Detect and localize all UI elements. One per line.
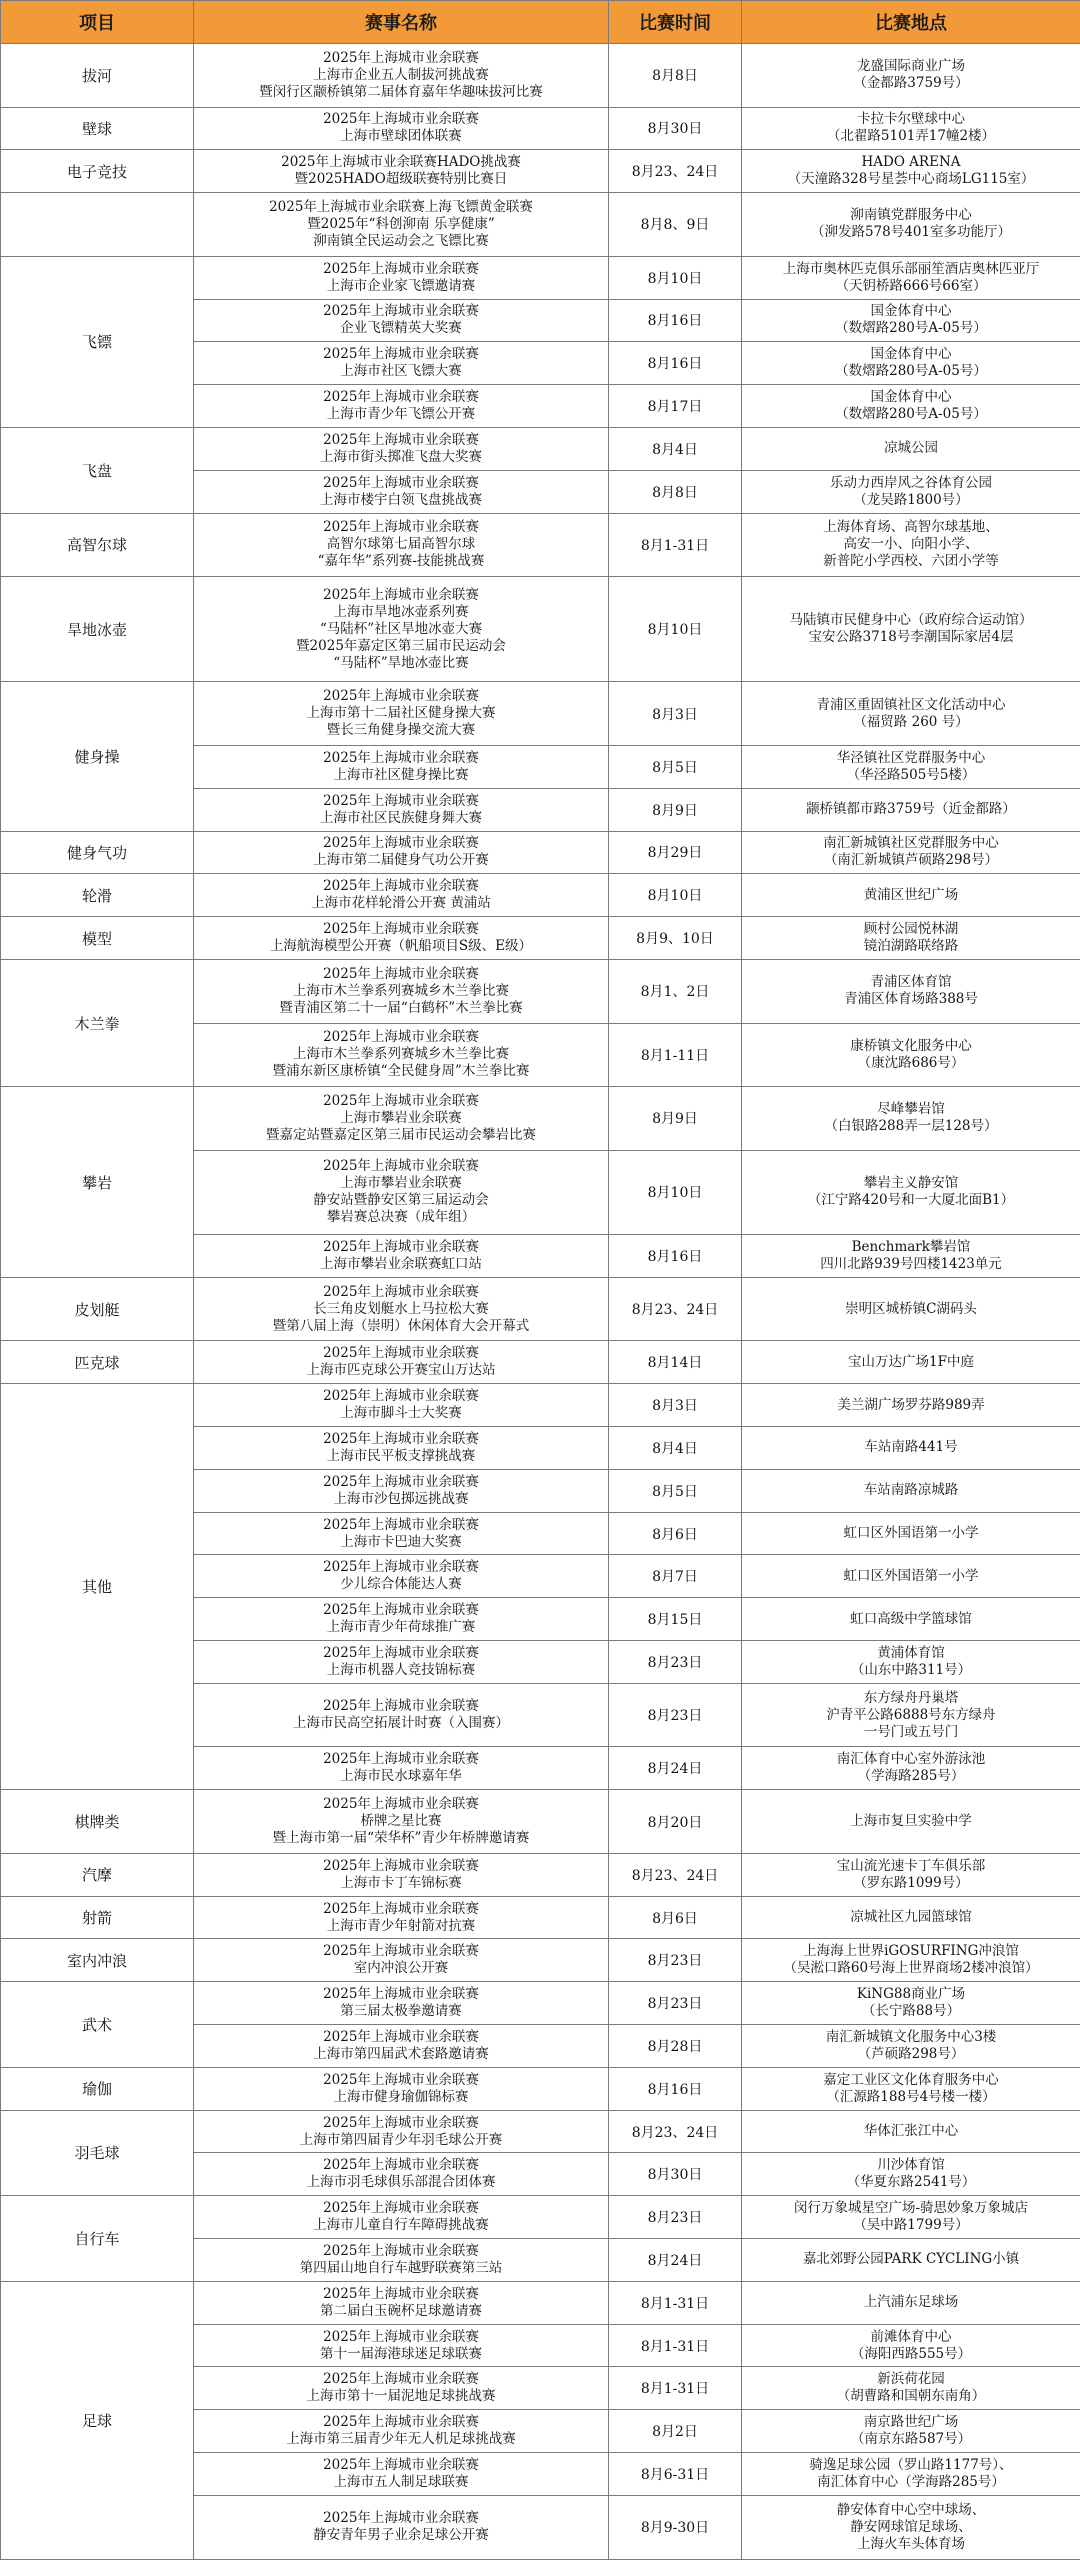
- table-row: [1, 256, 1080, 299]
- date-cell: 8月5日: [609, 1469, 742, 1512]
- event-name-cell: 2025年上海城市业余联赛 上海市机器人竞技锦标赛: [194, 1641, 609, 1684]
- venue-cell: 攀岩主义静安馆 （江宁路420号和一大厦北面B1）: [742, 1150, 1080, 1234]
- date-cell: 8月10日: [609, 1150, 742, 1234]
- date-cell: 8月16日: [609, 299, 742, 342]
- table-row: [1, 682, 1080, 746]
- date-cell: 8月1-31日: [609, 513, 742, 577]
- event-name-cell: 2025年上海城市业余联赛 上海市健身瑜伽锦标赛: [194, 2067, 609, 2110]
- category-cell: 皮划艇: [1, 1277, 194, 1341]
- date-cell: 8月1、2日: [609, 959, 742, 1023]
- date-cell: 8月4日: [609, 1427, 742, 1470]
- event-name-cell: 2025年上海城市业余联赛 上海市花样轮滑公开赛 黄浦站: [194, 874, 609, 917]
- table-row: [1, 959, 1080, 1023]
- category-cell: 瑜伽: [1, 2067, 194, 2110]
- date-cell: 8月8日: [609, 470, 742, 513]
- event-name-cell: 2025年上海城市业余联赛 上海市社区健身操比赛: [194, 745, 609, 788]
- date-cell: 8月9、10日: [609, 917, 742, 960]
- venue-cell: 南汇新城镇社区党群服务中心 （南汇新城镇芦硕路298号）: [742, 831, 1080, 874]
- venue-cell: 美兰湖广场罗芬路989弄: [742, 1384, 1080, 1427]
- venue-cell: 东方绿舟丹巢塔 沪青平公路6888号东方绿舟 一号门或五号门: [742, 1683, 1080, 1747]
- table-row: [1, 1790, 1080, 1854]
- event-name-cell: 2025年上海城市业余联赛 高智尔球第七届高智尔球 “嘉年华”系列赛-技能挑战赛: [194, 513, 609, 577]
- event-name-cell: 2025年上海城市业余联赛 上海市攀岩业余联赛虹口站: [194, 1235, 609, 1278]
- table-row: [1, 1277, 1080, 1341]
- table-row: [1, 1896, 1080, 1939]
- venue-cell: 国金体育中心 （数熠路280号A-05号）: [742, 385, 1080, 428]
- date-cell: 8月7日: [609, 1555, 742, 1598]
- event-name-cell: 2025年上海城市业余联赛 静安青年男子业余足球公开赛: [194, 2495, 609, 2559]
- venue-cell: 上海市复旦实验中学: [742, 1790, 1080, 1854]
- table-body: [1, 44, 1080, 2560]
- date-cell: 8月29日: [609, 831, 742, 874]
- event-name-cell: 2025年上海城市业余联赛 第四届山地自行车越野联赛第三站: [194, 2239, 609, 2282]
- category-cell: 健身气功: [1, 831, 194, 874]
- venue-cell: 乐动力西岸风之谷体育公园 （龙吴路1800号）: [742, 470, 1080, 513]
- date-cell: 8月3日: [609, 1384, 742, 1427]
- table-row: [1, 2196, 1080, 2239]
- date-cell: 8月10日: [609, 874, 742, 917]
- venue-cell: 嘉北郊野公园PARK CYCLING小镇: [742, 2239, 1080, 2282]
- venue-cell: 上海体育场、高智尔球基地、 高安一小、向阳小学、 新普陀小学西校、六团小学等: [742, 513, 1080, 577]
- header-row: [1, 1, 1080, 44]
- category-cell: 其他: [1, 1384, 194, 1790]
- venue-cell: 闵行万象城星空广场-骑思妙象万象城店 （吴中路1799号）: [742, 2196, 1080, 2239]
- venue-cell: 黄浦体育馆 （山东中路311号）: [742, 1641, 1080, 1684]
- date-cell: 8月24日: [609, 1747, 742, 1790]
- category-cell: 轮滑: [1, 874, 194, 917]
- category-cell: [1, 193, 194, 257]
- table-row: [1, 2281, 1080, 2324]
- venue-cell: 泖南镇党群服务中心 （泖发路578号401室多功能厅）: [742, 193, 1080, 257]
- venue-cell: 尽峰攀岩馆 （白银路288弄一层128号）: [742, 1087, 1080, 1151]
- event-name-cell: 2025年上海城市业余联赛 上海市第三届青少年无人机足球挑战赛: [194, 2410, 609, 2453]
- venue-cell: 川沙体育馆 （华夏东路2541号）: [742, 2153, 1080, 2196]
- date-cell: 8月20日: [609, 1790, 742, 1854]
- event-name-cell: 2025年上海城市业余联赛 上海市青少年荷球推广赛: [194, 1598, 609, 1641]
- venue-cell: 上海海上世界iGOSURFING冲浪馆 （吴淞口路60号海上世界商场2楼冲浪馆）: [742, 1939, 1080, 1982]
- venue-cell: 嘉定工业区文化体育服务中心 （汇源路188号4号楼一楼）: [742, 2067, 1080, 2110]
- date-cell: 8月1-31日: [609, 2324, 742, 2367]
- date-cell: 8月9日: [609, 788, 742, 831]
- date-cell: 8月23、24日: [609, 150, 742, 193]
- category-cell: 飞镖: [1, 256, 194, 427]
- date-cell: 8月23日: [609, 1641, 742, 1684]
- date-cell: 8月16日: [609, 2067, 742, 2110]
- category-cell: 壁球: [1, 107, 194, 150]
- date-cell: 8月6日: [609, 1896, 742, 1939]
- event-name-cell: 2025年上海城市业余联赛 第二届白玉碗杯足球邀请赛: [194, 2281, 609, 2324]
- venue-cell: 黄浦区世纪广场: [742, 874, 1080, 917]
- date-cell: 8月30日: [609, 107, 742, 150]
- date-cell: 8月10日: [609, 256, 742, 299]
- date-cell: 8月8、9日: [609, 193, 742, 257]
- date-cell: 8月23日: [609, 1939, 742, 1982]
- event-name-cell: 2025年上海城市业余联赛 企业飞镖精英大奖赛: [194, 299, 609, 342]
- venue-cell: 青浦区重固镇社区文化活动中心 （福贸路 260 号）: [742, 682, 1080, 746]
- venue-cell: 华泾镇社区党群服务中心 （华泾路505号5楼）: [742, 745, 1080, 788]
- event-name-cell: 2025年上海城市业余联赛 上海航海模型公开赛（帆船项目S级、E级）: [194, 917, 609, 960]
- date-cell: 8月10日: [609, 577, 742, 682]
- venue-cell: 顾村公园悦林湖 镜泊湖路联络路: [742, 917, 1080, 960]
- category-cell: 飞盘: [1, 427, 194, 513]
- venue-cell: HADO ARENA （天潼路328号星荟中心商场LG115室）: [742, 150, 1080, 193]
- venue-cell: 虹口高级中学篮球馆: [742, 1598, 1080, 1641]
- category-cell: 棋牌类: [1, 1790, 194, 1854]
- date-cell: 8月16日: [609, 342, 742, 385]
- event-name-cell: 2025年上海城市业余联赛HADO挑战赛 暨2025HADO超级联赛特别比赛日: [194, 150, 609, 193]
- category-cell: 室内冲浪: [1, 1939, 194, 1982]
- venue-cell: 青浦区体育馆 青浦区体育场路388号: [742, 959, 1080, 1023]
- event-name-cell: 2025年上海城市业余联赛 室内冲浪公开赛: [194, 1939, 609, 1982]
- category-cell: 射箭: [1, 1896, 194, 1939]
- date-cell: 8月14日: [609, 1341, 742, 1384]
- event-name-cell: 2025年上海城市业余联赛 上海市民高空拓展计时赛（入围赛）: [194, 1683, 609, 1747]
- venue-cell: 车站南路441号: [742, 1427, 1080, 1470]
- category-cell: 武术: [1, 1982, 194, 2068]
- event-name-cell: 2025年上海城市业余联赛 上海市第十一届泥地足球挑战赛: [194, 2367, 609, 2410]
- venue-cell: 宝山万达广场1F中庭: [742, 1341, 1080, 1384]
- date-cell: 8月1-31日: [609, 2367, 742, 2410]
- venue-cell: 南京路世纪广场 （南京东路587号）: [742, 2410, 1080, 2453]
- venue-cell: 崇明区城桥镇C湖码头: [742, 1277, 1080, 1341]
- category-cell: 高智尔球: [1, 513, 194, 577]
- venue-cell: 新浜荷花园 （胡曹路和国朝东南角）: [742, 2367, 1080, 2410]
- table-row: [1, 1341, 1080, 1384]
- header-event-name: 赛事名称: [194, 1, 609, 44]
- date-cell: 8月17日: [609, 385, 742, 428]
- venue-cell: 龙盛国际商业广场 （金都路3759号）: [742, 44, 1080, 108]
- header-category: 项目: [1, 1, 194, 44]
- event-name-cell: 2025年上海城市业余联赛 上海市儿童自行车障碍挑战赛: [194, 2196, 609, 2239]
- table-row: [1, 1384, 1080, 1427]
- date-cell: 8月4日: [609, 427, 742, 470]
- event-name-cell: 2025年上海城市业余联赛 上海市卡巴迪大奖赛: [194, 1512, 609, 1555]
- date-cell: 8月6-31日: [609, 2453, 742, 2496]
- event-name-cell: 2025年上海城市业余联赛 第十一届海港球迷足球联赛: [194, 2324, 609, 2367]
- venue-cell: 上汽浦东足球场: [742, 2281, 1080, 2324]
- venue-cell: 宝山流光速卡丁车俱乐部 （罗东路1099号）: [742, 1853, 1080, 1896]
- event-name-cell: 2025年上海城市业余联赛 上海市第二届健身气功公开赛: [194, 831, 609, 874]
- venue-cell: 凉城公园: [742, 427, 1080, 470]
- event-name-cell: 2025年上海城市业余联赛 上海市街头掷准飞盘大奖赛: [194, 427, 609, 470]
- category-cell: 模型: [1, 917, 194, 960]
- event-name-cell: 2025年上海城市业余联赛 上海市脚斗士大奖赛: [194, 1384, 609, 1427]
- category-cell: 汽摩: [1, 1853, 194, 1896]
- table-row: [1, 577, 1080, 682]
- event-name-cell: 2025年上海城市业余联赛 上海市沙包掷远挑战赛: [194, 1469, 609, 1512]
- date-cell: 8月8日: [609, 44, 742, 108]
- venue-cell: 南汇新城镇文化服务中心3楼 （芦硕路298号）: [742, 2025, 1080, 2068]
- table-header: [1, 1, 1080, 44]
- venue-cell: 骑逸足球公园（罗山路1177号）、 南汇体育中心（学海路285号）: [742, 2453, 1080, 2496]
- category-cell: 木兰拳: [1, 959, 194, 1086]
- date-cell: 8月28日: [609, 2025, 742, 2068]
- event-name-cell: 2025年上海城市业余联赛 上海市第四届武术套路邀请赛: [194, 2025, 609, 2068]
- venue-cell: 国金体育中心 （数熠路280号A-05号）: [742, 299, 1080, 342]
- table-row: [1, 107, 1080, 150]
- event-name-cell: 2025年上海城市业余联赛 上海市卡丁车锦标赛: [194, 1853, 609, 1896]
- event-name-cell: 2025年上海城市业余联赛 上海市木兰拳系列赛城乡木兰拳比赛 暨浦东新区康桥镇“全民健身周”木兰拳比赛: [194, 1023, 609, 1087]
- venue-cell: 华体汇张江中心: [742, 2110, 1080, 2153]
- table-row: [1, 1853, 1080, 1896]
- date-cell: 8月9-30日: [609, 2495, 742, 2559]
- venue-cell: 静安体育中心空中球场、 静安网球馆足球场、 上海火车头体育场: [742, 2495, 1080, 2559]
- category-cell: 旱地冰壶: [1, 577, 194, 682]
- category-cell: 羽毛球: [1, 2110, 194, 2196]
- event-name-cell: 2025年上海城市业余联赛 桥牌之星比赛 暨上海市第一届“荣华杯”青少年桥牌邀请赛: [194, 1790, 609, 1854]
- event-name-cell: 2025年上海城市业余联赛 上海市匹克球公开赛宝山万达站: [194, 1341, 609, 1384]
- table-row: [1, 44, 1080, 108]
- venue-cell: 凉城社区九园篮球馆: [742, 1896, 1080, 1939]
- table-row: [1, 1982, 1080, 2025]
- date-cell: 8月6日: [609, 1512, 742, 1555]
- date-cell: 8月3日: [609, 682, 742, 746]
- date-cell: 8月23、24日: [609, 2110, 742, 2153]
- category-cell: 拔河: [1, 44, 194, 108]
- table-row: [1, 874, 1080, 917]
- event-name-cell: 2025年上海城市业余联赛 上海市壁球团体联赛: [194, 107, 609, 150]
- category-cell: 足球: [1, 2281, 194, 2559]
- category-cell: 攀岩: [1, 1087, 194, 1278]
- date-cell: 8月16日: [609, 1235, 742, 1278]
- event-name-cell: 2025年上海城市业余联赛 上海市企业五人制拔河挑战赛 暨闵行区颛桥镇第二届体育嘉年华趣味拔河比赛: [194, 44, 609, 108]
- table-row: [1, 427, 1080, 470]
- date-cell: 8月1-11日: [609, 1023, 742, 1087]
- event-name-cell: 2025年上海城市业余联赛 上海市社区民族健身舞大赛: [194, 788, 609, 831]
- venue-cell: 马陆镇市民健身中心（政府综合运动馆） 宝安公路3718号李潮国际家居4层: [742, 577, 1080, 682]
- event-name-cell: 2025年上海城市业余联赛 上海市旱地冰壶系列赛 “马陆杯”社区旱地冰壶大赛 暨2025年嘉定区第三届市民运动会 “马陆杯”旱地冰壶比赛: [194, 577, 609, 682]
- venue-cell: 前滩体育中心 （海阳西路555号）: [742, 2324, 1080, 2367]
- date-cell: 8月23日: [609, 1683, 742, 1747]
- event-name-cell: 2025年上海城市业余联赛 上海市第四届青少年羽毛球公开赛: [194, 2110, 609, 2153]
- table-row: [1, 150, 1080, 193]
- table-row: [1, 1939, 1080, 1982]
- event-name-cell: 2025年上海城市业余联赛 上海市青少年射箭对抗赛: [194, 1896, 609, 1939]
- venue-cell: KiNG88商业广场 （长宁路88号）: [742, 1982, 1080, 2025]
- date-cell: 8月15日: [609, 1598, 742, 1641]
- event-name-cell: 2025年上海城市业余联赛上海飞镖黄金联赛 暨2025年“科创泖南 乐享健康” 泖南镇全民运动会之飞镖比赛: [194, 193, 609, 257]
- venue-cell: Benchmark攀岩馆 四川北路939号四楼1423单元: [742, 1235, 1080, 1278]
- table-row: [1, 1087, 1080, 1151]
- date-cell: 8月24日: [609, 2239, 742, 2282]
- date-cell: 8月5日: [609, 745, 742, 788]
- event-name-cell: 2025年上海城市业余联赛 上海市企业家飞镖邀请赛: [194, 256, 609, 299]
- table-row: [1, 2110, 1080, 2153]
- table-row: [1, 2067, 1080, 2110]
- venue-cell: 颛桥镇都市路3759号（近金都路）: [742, 788, 1080, 831]
- table-row: [1, 917, 1080, 960]
- header-date: 比赛时间: [609, 1, 742, 44]
- event-name-cell: 2025年上海城市业余联赛 上海市民水球嘉年华: [194, 1747, 609, 1790]
- venue-cell: 虹口区外国语第一小学: [742, 1512, 1080, 1555]
- category-cell: 匹克球: [1, 1341, 194, 1384]
- event-name-cell: 2025年上海城市业余联赛 上海市楼宇白领飞盘挑战赛: [194, 470, 609, 513]
- event-name-cell: 2025年上海城市业余联赛 上海市社区飞镖大赛: [194, 342, 609, 385]
- event-name-cell: 2025年上海城市业余联赛 上海市五人制足球联赛: [194, 2453, 609, 2496]
- event-name-cell: 2025年上海城市业余联赛 上海市青少年飞镖公开赛: [194, 385, 609, 428]
- venue-cell: 国金体育中心 （数熠路280号A-05号）: [742, 342, 1080, 385]
- date-cell: 8月23日: [609, 1982, 742, 2025]
- date-cell: 8月2日: [609, 2410, 742, 2453]
- date-cell: 8月9日: [609, 1087, 742, 1151]
- event-name-cell: 2025年上海城市业余联赛 上海市羽毛球俱乐部混合团体赛: [194, 2153, 609, 2196]
- header-venue: 比赛地点: [742, 1, 1080, 44]
- table-row: [1, 193, 1080, 257]
- venue-cell: 虹口区外国语第一小学: [742, 1555, 1080, 1598]
- date-cell: 8月23、24日: [609, 1853, 742, 1896]
- event-name-cell: 2025年上海城市业余联赛 少儿综合体能达人赛: [194, 1555, 609, 1598]
- venue-cell: 车站南路凉城路: [742, 1469, 1080, 1512]
- event-name-cell: 2025年上海城市业余联赛 第三届太极拳邀请赛: [194, 1982, 609, 2025]
- date-cell: 8月30日: [609, 2153, 742, 2196]
- venue-cell: 上海市奥林匹克俱乐部丽笙酒店奥林匹亚厅 （天钥桥路666号66室）: [742, 256, 1080, 299]
- table-row: [1, 831, 1080, 874]
- venue-cell: 卡拉卡尔壁球中心 （北翟路5101弄17幢2楼）: [742, 107, 1080, 150]
- category-cell: 健身操: [1, 682, 194, 831]
- event-name-cell: 2025年上海城市业余联赛 上海市民平板支撑挑战赛: [194, 1427, 609, 1470]
- date-cell: 8月23日: [609, 2196, 742, 2239]
- category-cell: 电子竞技: [1, 150, 194, 193]
- venue-cell: 南汇体育中心室外游泳池 （学海路285号）: [742, 1747, 1080, 1790]
- date-cell: 8月1-31日: [609, 2281, 742, 2324]
- date-cell: 8月23、24日: [609, 1277, 742, 1341]
- table-row: [1, 513, 1080, 577]
- event-name-cell: 2025年上海城市业余联赛 长三角皮划艇水上马拉松大赛 暨第八届上海（崇明）休闲体育大会开幕式: [194, 1277, 609, 1341]
- event-name-cell: 2025年上海城市业余联赛 上海市木兰拳系列赛城乡木兰拳比赛 暨青浦区第二十一届“白鹤杯”木兰拳比赛: [194, 959, 609, 1023]
- event-name-cell: 2025年上海城市业余联赛 上海市攀岩业余联赛 暨嘉定站暨嘉定区第三届市民运动会攀岩比赛: [194, 1087, 609, 1151]
- event-name-cell: 2025年上海城市业余联赛 上海市第十二届社区健身操大赛 暨长三角健身操交流大赛: [194, 682, 609, 746]
- event-name-cell: 2025年上海城市业余联赛 上海市攀岩业余联赛 静安站暨静安区第三届运动会 攀岩赛总决赛（成年组）: [194, 1150, 609, 1234]
- category-cell: 自行车: [1, 2196, 194, 2282]
- venue-cell: 康桥镇文化服务中心 （康沈路686号）: [742, 1023, 1080, 1087]
